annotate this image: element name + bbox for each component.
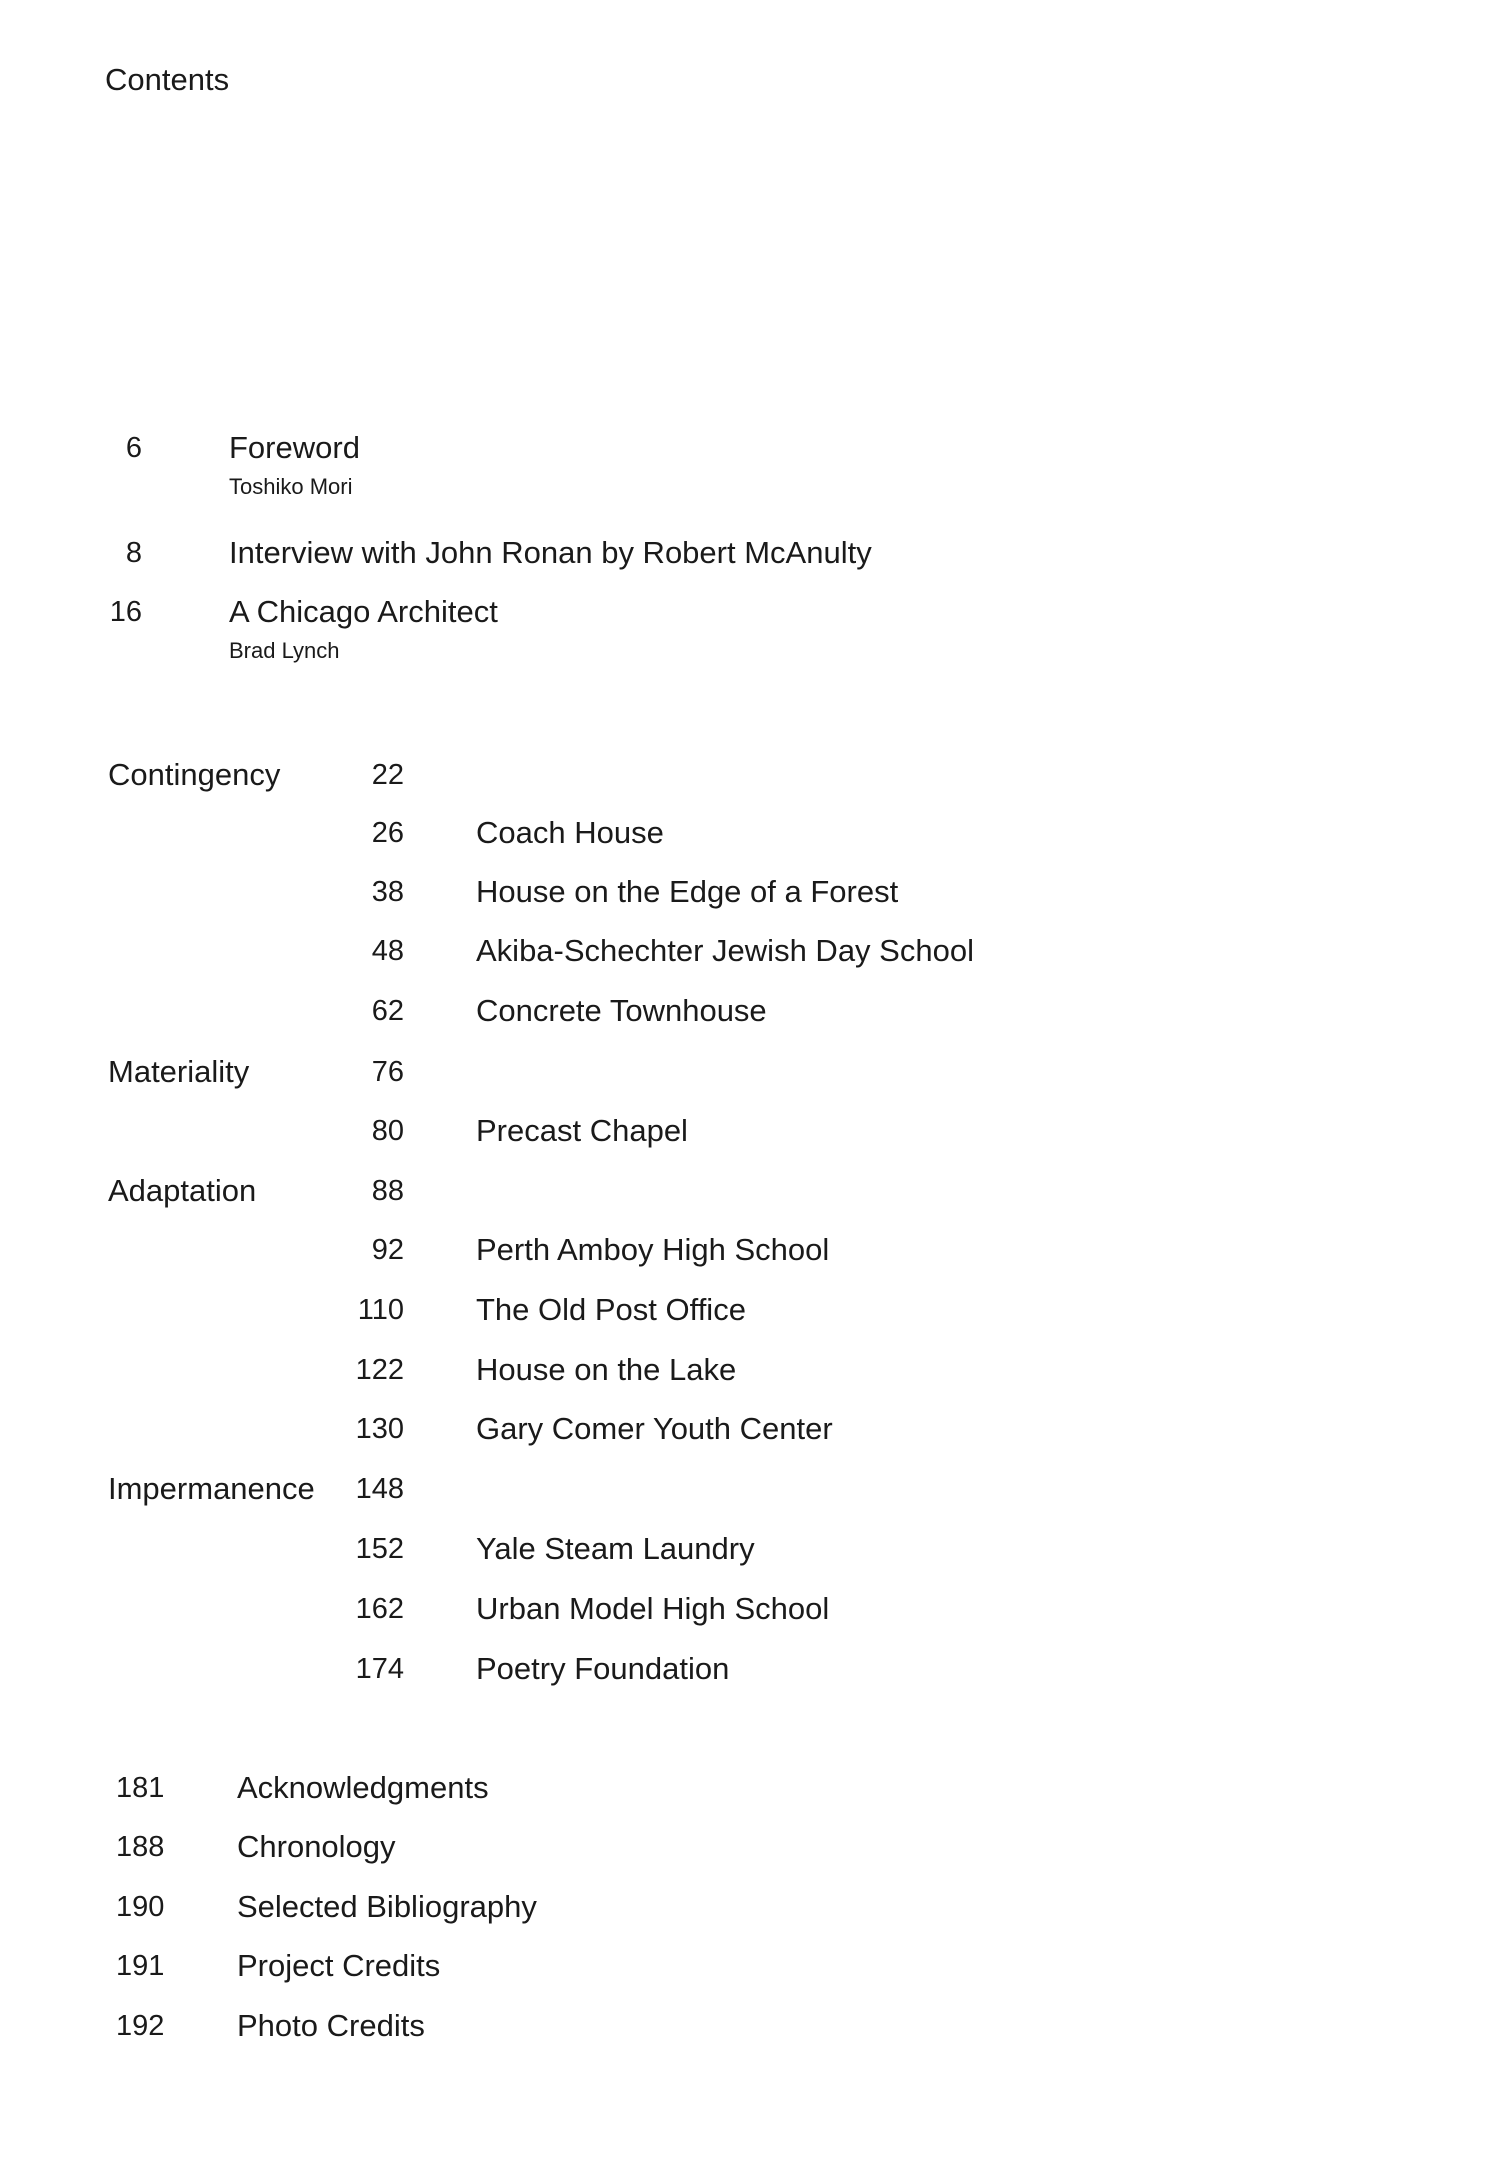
entry-title: Urban Model High School [476,1591,830,1626]
entry-title: A Chicago Architect [229,594,498,629]
entry-title: Concrete Townhouse [476,993,767,1028]
entry-title: Gary Comer Youth Center [476,1411,833,1446]
entry-page-number: 162 [355,1593,404,1625]
toc-entry[interactable] [0,813,1500,857]
entry-author: Brad Lynch [229,638,340,663]
toc-entry[interactable] [0,1649,1500,1693]
entry-page-number: 6 [125,432,142,464]
toc-section-contingency[interactable] [0,755,1500,799]
entry-title: Precast Chapel [476,1113,688,1148]
entry-title: Photo Credits [237,2008,425,2043]
toc-entry[interactable] [0,1290,1500,1334]
toc-section-adaptation[interactable] [0,1171,1500,1215]
section-name: Materiality [108,1054,250,1089]
entry-page-number: 38 [371,876,404,908]
toc-entry[interactable] [0,1350,1500,1394]
toc-entry-foreword[interactable] [0,428,1500,499]
toc-entry[interactable] [0,872,1500,916]
toc-entry[interactable] [0,931,1500,975]
entry-page-number: 130 [355,1413,404,1445]
entry-title: House on the Edge of a Forest [476,874,899,909]
entry-author: Toshiko Mori [229,474,353,499]
section-name: Contingency [108,757,281,792]
toc-entry[interactable] [0,1589,1500,1633]
toc-entry-bibliography[interactable] [0,1887,1500,1931]
toc-entry[interactable] [0,1111,1500,1155]
entry-page-number: 191 [116,1950,165,1982]
entry-page-number: 122 [355,1354,404,1386]
entry-page-number: 16 [109,596,142,628]
entry-title: Selected Bibliography [237,1889,537,1924]
toc-section-materiality[interactable] [0,1052,1500,1096]
section-page-number: 76 [371,1056,404,1088]
section-page-number: 148 [355,1473,404,1505]
entry-page-number: 152 [355,1533,404,1565]
entry-title: Poetry Foundation [476,1651,730,1686]
section-name: Adaptation [108,1173,257,1208]
toc-entry[interactable] [0,1409,1500,1453]
page-title: Contents [105,62,230,97]
entry-title: The Old Post Office [476,1292,746,1327]
entry-title: Project Credits [237,1948,441,1983]
entry-page-number: 92 [371,1234,404,1266]
entry-page-number: 188 [116,1831,165,1863]
toc-entry[interactable] [0,991,1500,1035]
entry-page-number: 174 [355,1653,404,1685]
entry-page-number: 26 [371,817,404,849]
entry-title: Interview with John Ronan by Robert McAnulty [229,535,872,570]
entry-page-number: 62 [371,995,404,1027]
toc-section-impermanence[interactable] [0,1469,1500,1513]
entry-page-number: 80 [371,1115,404,1147]
toc-entry-chicago-architect[interactable] [0,592,1500,663]
entry-page-number: 110 [357,1294,404,1326]
toc-entry[interactable] [0,1529,1500,1573]
toc-entry-photo-credits[interactable] [0,2006,1500,2050]
toc-entry-project-credits[interactable] [0,1946,1500,1990]
entry-title: Yale Steam Laundry [476,1531,755,1566]
entry-page-number: 190 [116,1891,165,1923]
toc-entry-acknowledgments[interactable] [0,1768,1500,1812]
entry-title: Akiba-Schechter Jewish Day School [476,933,974,968]
section-page-number: 22 [371,759,404,791]
toc-entry-chronology[interactable] [0,1827,1500,1871]
entry-title: Coach House [476,815,664,850]
entry-title: Chronology [237,1829,396,1864]
entry-page-number: 181 [116,1772,165,1804]
section-page-number: 88 [371,1175,404,1207]
entry-page-number: 192 [116,2010,165,2042]
toc-entry[interactable] [0,1230,1500,1274]
toc-entry-interview[interactable] [0,533,1500,577]
entry-title: Acknowledgments [237,1770,489,1805]
entry-title: Foreword [229,430,360,465]
entry-page-number: 8 [125,537,142,569]
section-name: Impermanence [108,1471,315,1506]
entry-title: Perth Amboy High School [476,1232,830,1267]
entry-page-number: 48 [371,935,404,967]
entry-title: House on the Lake [476,1352,737,1387]
